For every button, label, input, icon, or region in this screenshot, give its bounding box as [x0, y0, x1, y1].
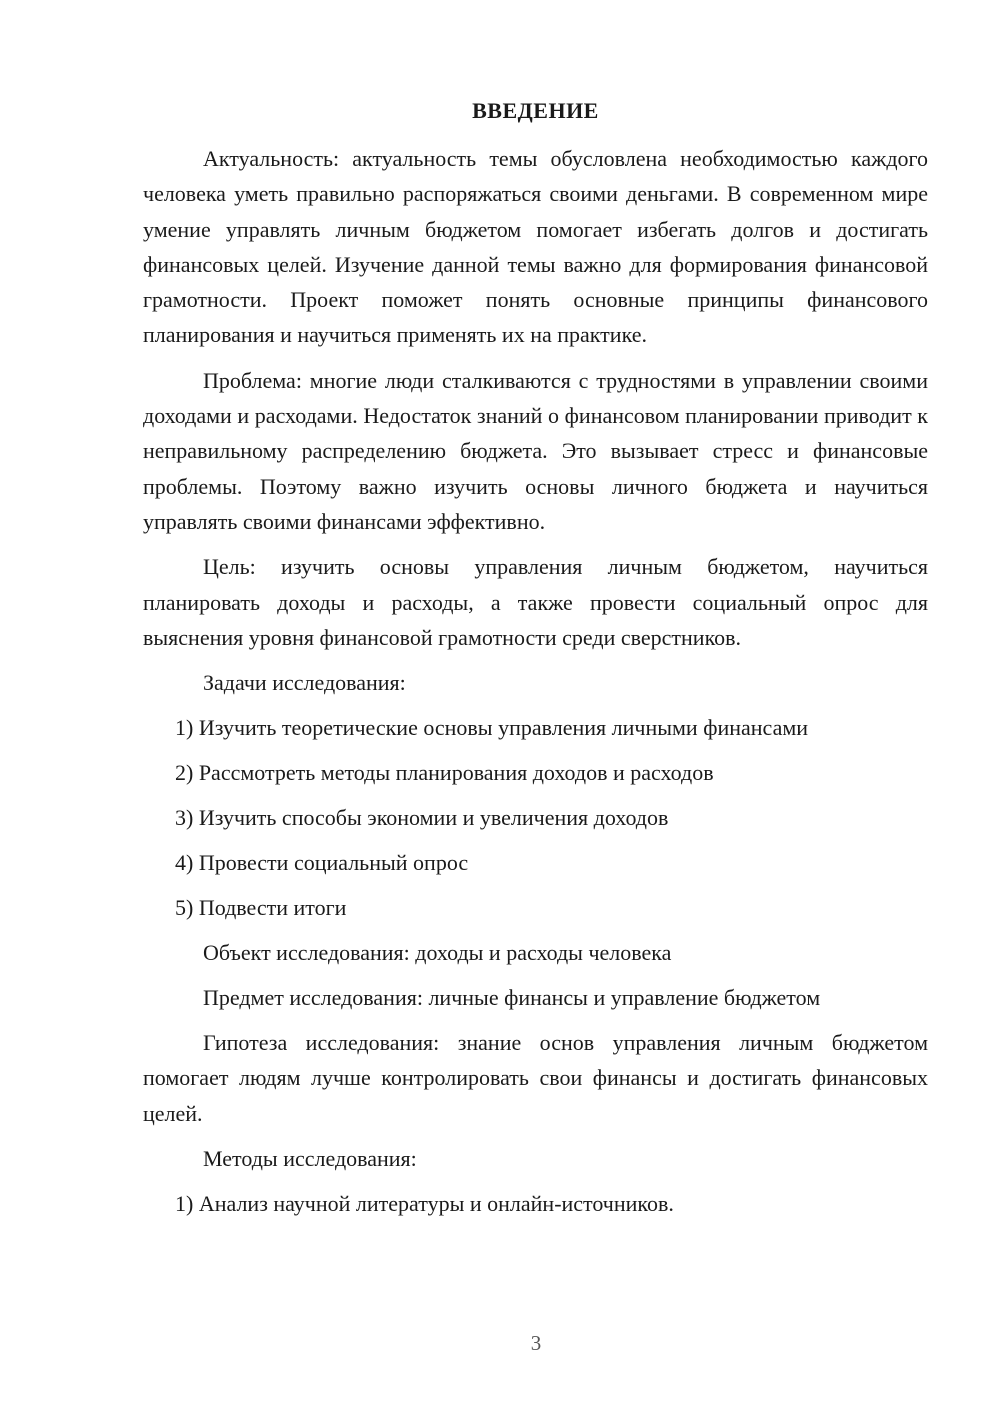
research-object: Объект исследования: доходы и расходы человека: [203, 940, 672, 966]
list-item: 3) Изучить способы экономии и увеличения доходов: [175, 805, 669, 831]
list-item: 4) Провести социальный опрос: [175, 850, 469, 876]
tasks-heading: Задачи исследования:: [203, 670, 406, 696]
list-item: 5) Подвести итоги: [175, 895, 347, 921]
hypothesis-paragraph: Гипотеза исследования: знание основ управления личным бюджетом помогает людям лучше контролировать свои финансы и достигать финансовых целей.: [143, 1030, 928, 1126]
research-subject: Предмет исследования: личные финансы и управление бюджетом: [203, 985, 821, 1011]
list-item: 2) Рассмотреть методы планирования доходов и расходов: [175, 760, 714, 786]
page-content: [143, 93, 928, 1231]
list-item: 1) Анализ научной литературы и онлайн-источников.: [175, 1191, 674, 1217]
goal-paragraph: Цель: изучить основы управления личным бюджетом, научиться планировать доходы и расходы, а также провести социальный опрос для выяснения уровня финансовой грамотности среди сверстников.: [143, 554, 928, 650]
methods-heading: Методы исследования:: [203, 1146, 417, 1172]
page-number: 3: [530, 1331, 542, 1355]
tasks-list: [143, 710, 928, 925]
methods-list: [143, 1186, 928, 1221]
problem-paragraph: Проблема: многие люди сталкиваются с трудностями в управлении своими доходами и расходами. Недостаток знаний о финансовом планировании приводит к неправильному распределению бюджета. Это вызывает стресс и финансовые проблемы. Поэтому важно изучить основы личного бюджета и научиться управлять своими финансами эффективно.: [143, 367, 928, 534]
relevance-paragraph: Актуальность: актуальность темы обусловлена необходимостью каждого человека уметь правильно распоряжаться своими деньгами. В современном мире умение управлять личным бюджетом помогает избегать долгов и достигать финансовых целей. Изучение данной темы важно для формирования финансовой грамотности. Проект поможет понять основные принципы финансового планирования и научиться применять их на практике.: [143, 146, 928, 348]
list-item: 1) Изучить теоретические основы управления личными финансами: [175, 715, 809, 741]
section-title: ВВЕДЕНИЕ: [472, 98, 599, 123]
